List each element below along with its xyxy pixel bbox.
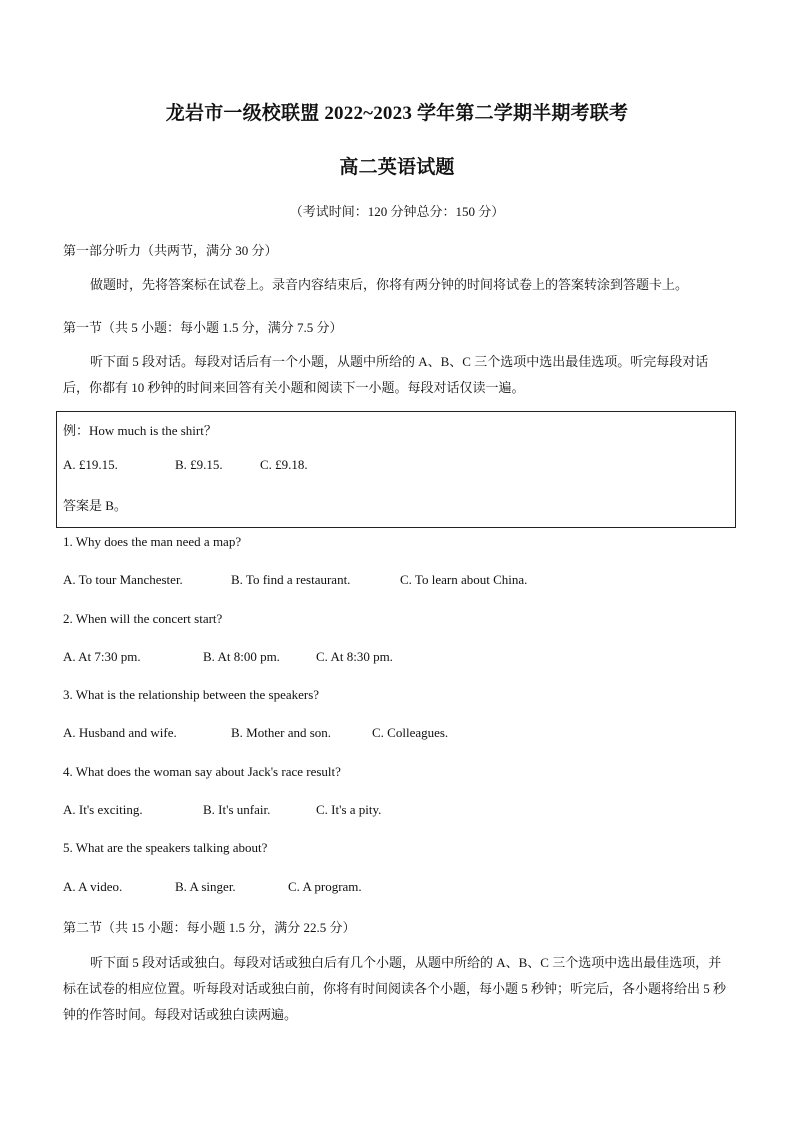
question-3-option-a: A. Husband and wife. bbox=[63, 725, 177, 740]
question-5-option-a: A. A video. bbox=[63, 879, 123, 894]
question-4: 4. What does the woman say about Jack's race result? bbox=[63, 764, 341, 779]
subject-title: 高二英语试题 bbox=[339, 157, 455, 178]
part1-heading: 第一部分听力（共两节，满分 30 分） bbox=[63, 243, 278, 258]
question-1: 1. Why does the man need a map? bbox=[63, 534, 242, 549]
section2-instruction: 听下面 5 段对话或独白。每段对话或独白后有几个小题，从题中所给的 A、B、C 三个选项中选出最佳选项，并标在试卷的相应位置。听每段对话或独白前，你将有时间阅读各个小题，每小题 5 秒钟；听完后，各小题将给出 5 秒钟的作答时间。每段对话或独白读两遍。 bbox=[63, 955, 727, 1022]
example-option-b: B. £9.15. bbox=[175, 457, 223, 472]
question-1-option-b: B. To find a restaurant. bbox=[231, 572, 351, 587]
section1-instruction: 听下面 5 段对话。每段对话后有一个小题，从题中所给的 A、B、C 三个选项中选出最佳选项。听完每段对话后，你都有 10 秒钟的时间来回答有关小题和阅读下一小题。每段对话仅读一遍。 bbox=[63, 354, 709, 395]
question-3: 3. What is the relationship between the speakers? bbox=[63, 687, 320, 702]
question-1-option-a: A. To tour Manchester. bbox=[63, 572, 183, 587]
question-4-option-a: A. It's exciting. bbox=[63, 802, 143, 817]
question-4-option-c: C. It's a pity. bbox=[316, 802, 382, 817]
example-answer: 答案是 B。 bbox=[63, 498, 127, 513]
part1-instruction: 做题时，先将答案标在试卷上。录音内容结束后，你将有两分钟的时间将试卷上的答案转涂到答题卡上。 bbox=[90, 277, 689, 292]
question-5-option-b: B. A singer. bbox=[175, 879, 236, 894]
question-2-option-b: B. At 8:00 pm. bbox=[203, 649, 280, 664]
example-option-c: C. £9.18. bbox=[260, 457, 308, 472]
question-4-option-b: B. It's unfair. bbox=[203, 802, 271, 817]
question-2-option-c: C. At 8:30 pm. bbox=[316, 649, 393, 664]
question-5: 5. What are the speakers talking about? bbox=[63, 840, 268, 855]
question-2: 2. When will the concert start? bbox=[63, 611, 223, 626]
example-question: 例：How much is the shirt？ bbox=[63, 423, 217, 438]
question-1-option-c: C. To learn about China. bbox=[400, 572, 528, 587]
question-2-option-a: A. At 7:30 pm. bbox=[63, 649, 141, 664]
exam-title: 龙岩市一级校联盟 2022~2023 学年第二学期半期考联考 bbox=[165, 103, 629, 124]
question-5-option-c: C. A program. bbox=[288, 879, 362, 894]
exam-info: （考试时间：120 分钟总分：150 分） bbox=[289, 204, 505, 219]
question-3-option-b: B. Mother and son. bbox=[231, 725, 332, 740]
section2-heading: 第二节（共 15 小题：每小题 1.5 分，满分 22.5 分） bbox=[63, 920, 356, 935]
example-option-a: A. £19.15. bbox=[63, 457, 118, 472]
question-3-option-c: C. Colleagues. bbox=[372, 725, 449, 740]
section1-heading: 第一节（共 5 小题：每小题 1.5 分，满分 7.5 分） bbox=[63, 320, 343, 335]
